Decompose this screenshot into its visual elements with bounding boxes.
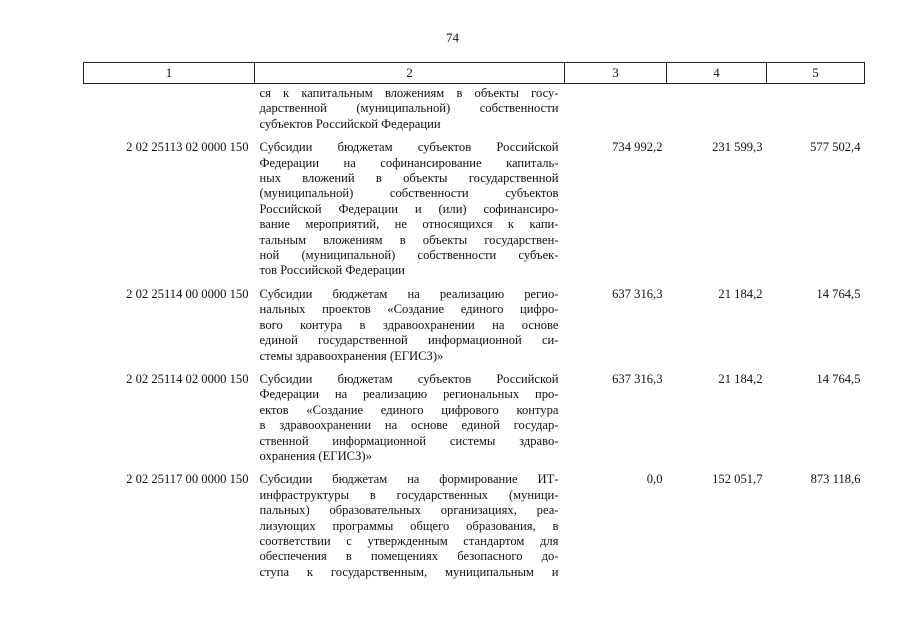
description-line: Федерации на софинансирование капиталь- [259,155,559,170]
row-code: 2 02 25113 02 0000 150 [126,140,249,155]
description-line: ной (муниципальной) собственности субъек- [259,248,559,263]
row-col5-value: 873 118,6 [810,472,861,487]
description-line: Субсидии бюджетам субъектов Российской [259,140,559,155]
header-col-3: 3 [565,63,667,84]
header-row [84,63,865,84]
description-line: ственной информационной системы здраво- [259,433,559,448]
row-col3-value: 637 316,3 [612,371,663,386]
description-line: вание мероприятий, не относящихся к капи- [259,217,559,232]
description-line: стемы здравоохранения (ЕГИСЗ)» [259,348,444,363]
description-line: ступа к государственным, муниципальным и [259,564,559,579]
description-line: обеспечения в помещениях безопасного до- [259,549,559,564]
row-col4-value: 21 184,2 [718,371,763,386]
description-line: ся к капитальным вложениям в объекты госу- [259,86,559,100]
row-col4-value: 231 599,3 [712,140,763,155]
row-code: 2 02 25117 00 0000 150 [126,472,249,487]
row-col4-value: 21 184,2 [718,286,763,301]
description-line: в здравоохранении на основе единой государ- [259,418,559,433]
description-line: Субсидии бюджетам на формирование ИТ- [259,472,559,487]
description-line: тов Российской Федерации [259,263,405,278]
description-line: ных вложений в объекты государственной [259,171,559,186]
row-code: 2 02 25114 02 0000 150 [126,371,249,386]
description-line: вого контура в здравоохранении на основе [259,317,559,332]
description-line: дарственной (муниципальной) собственности [259,101,559,116]
description-line: единой государственной информационной си- [259,333,559,348]
page-number: 74 [446,30,459,45]
row-col5-value: 14 764,5 [816,286,861,301]
row-col5-value [767,84,865,141]
row-code: 2 02 25114 00 0000 150 [126,286,249,301]
description-line: Федерации на реализацию региональных про- [259,387,559,402]
description-line: Субсидии бюджетам на реализацию регио- [259,286,559,301]
row-description [255,287,565,372]
row-col3-value: 637 316,3 [612,286,663,301]
header-col-1: 1 [84,63,255,84]
row-description [255,372,565,472]
description-line: (муниципальной) собственности субъектов [259,186,559,201]
description-line: субъектов Российской Федерации [259,116,441,131]
description-line: пальных) образовательных организациях, реа- [259,503,559,518]
budget-table [83,62,865,588]
table-row [84,472,865,588]
table-row [84,287,865,372]
row-col3-value [565,84,667,141]
row-col3-value: 0,0 [646,472,663,487]
header-col-4: 4 [667,63,767,84]
description-line: Российской Федерации и (или) софинансиро- [259,201,559,216]
header-col-5: 5 [767,63,865,84]
row-col5-value: 577 502,4 [810,140,861,155]
row-description [255,140,565,287]
row-col5-value: 14 764,5 [816,371,861,386]
table-row [84,372,865,472]
description-line: Субсидии бюджетам субъектов Российской [259,371,559,386]
description-line: нальных проектов «Создание единого цифро- [259,302,559,317]
row-code [84,84,255,141]
row-description [255,472,565,588]
header-col-2: 2 [255,63,565,84]
row-col4-value: 152 051,7 [712,472,763,487]
description-line: соответствии с утвержденным стандартом для [259,533,559,548]
description-line: инфраструктуры в государственных (муници- [259,487,559,502]
description-line: ектов «Создание единого цифрового контура [259,402,559,417]
table-body [84,84,865,589]
table-row [84,84,865,141]
table-header [84,63,865,84]
table-row [84,140,865,287]
row-col4-value [667,84,767,141]
description-line: лизующих программы общего образования, в [259,518,559,533]
row-description [255,84,565,141]
description-line: охранения (ЕГИСЗ)» [259,448,372,463]
row-col3-value: 734 992,2 [612,140,663,155]
description-line: тальным вложениям в объекты государствен- [259,232,559,247]
